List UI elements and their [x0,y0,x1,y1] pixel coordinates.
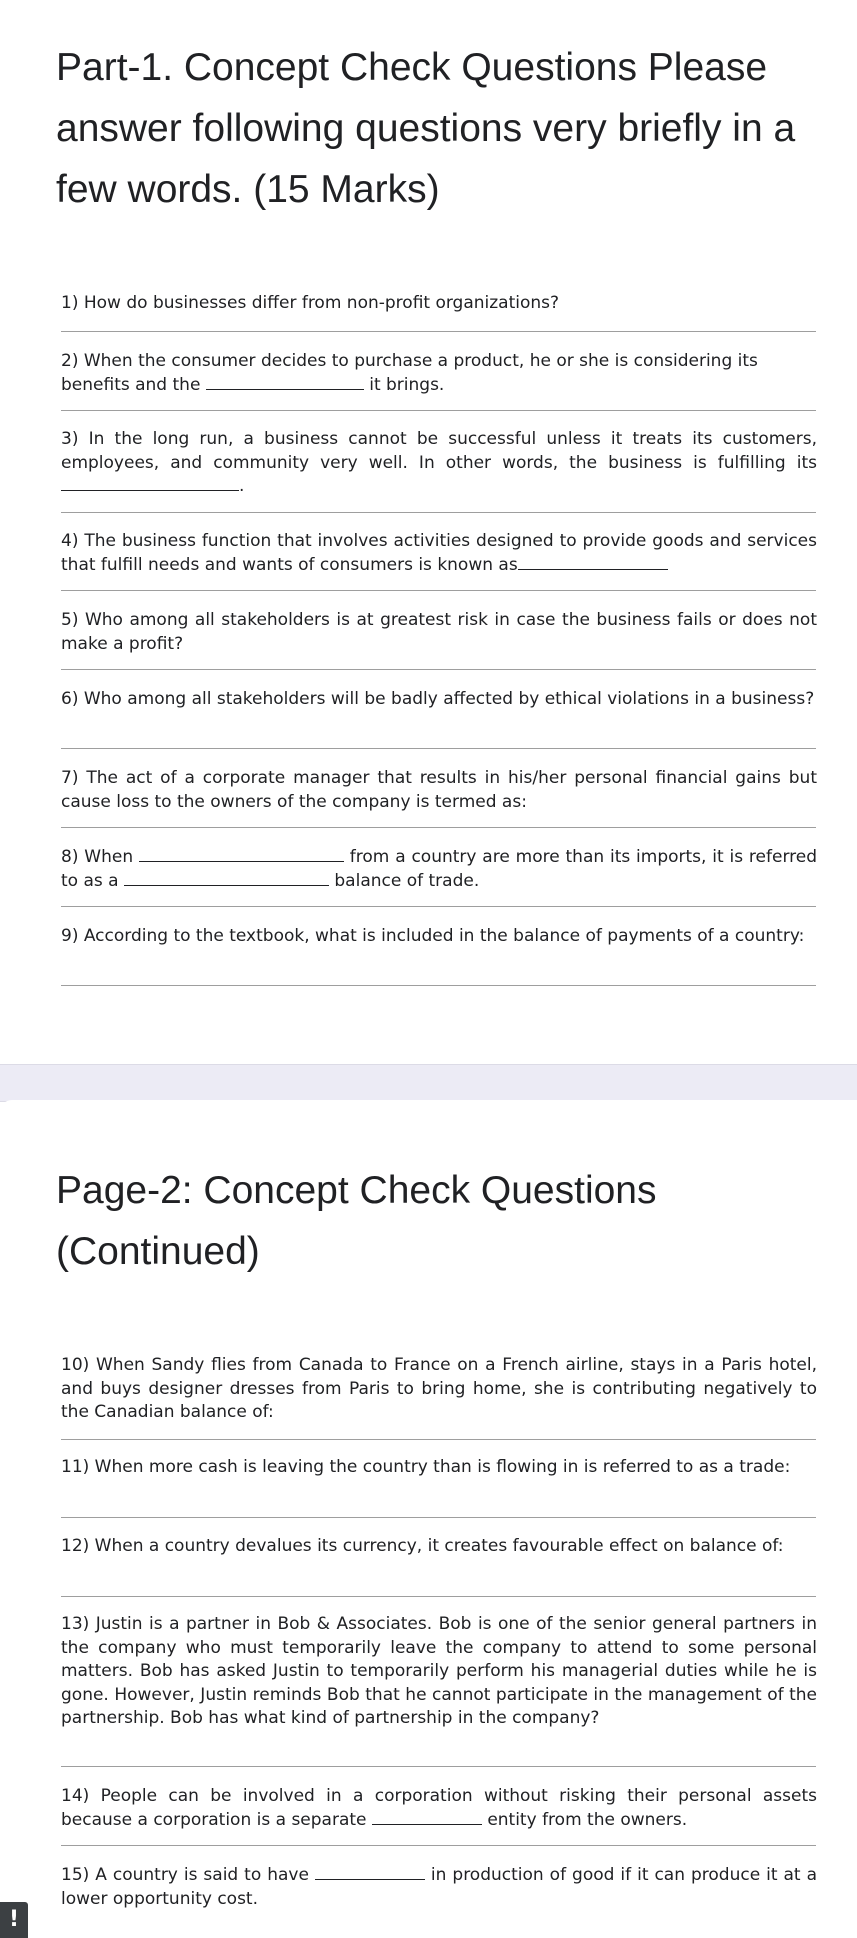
question-8-blank-1 [139,847,344,862]
question-15-text-b: in production of good if it can produce it at a lower opportunity cost. [61,1865,817,1909]
question-3-blank [61,476,239,491]
answer-line-10[interactable] [61,1439,816,1440]
question-8-text-b: from a country are more than its imports, it is referred to as a [61,847,818,891]
answer-line-2[interactable] [61,410,816,411]
question-2-blank [206,375,364,390]
question-11: 11) When more cash is leaving the country than is flowing in is referred to as a trade: [61,1457,791,1477]
feedback-badge[interactable]: ! [0,1902,28,1938]
answer-line-5[interactable] [61,669,816,670]
section-title-page-2: Page-2: Concept Check Questions (Continued) [56,1169,657,1273]
question-3 [61,428,817,499]
question-4-blank [518,555,668,570]
answer-line-9[interactable] [61,985,816,986]
question-2 [61,350,817,397]
question-14-text-a: 14) People can be involved in a corporation without risking their personal assets because a corporation is a separate [61,1786,817,1830]
question-2-text-a: 2) When the consumer decides to purchase a product, he or she is considering its benefits and the [61,351,758,395]
question-14 [61,1785,817,1832]
question-3-text-a: 3) In the long run, a business cannot be successful unless it treats its customers, employees, and community very well. In other words, the business is fulfilling its [61,429,817,473]
question-8-text-a: 8) When [61,847,134,867]
question-8-text-c: balance of trade. [334,870,480,891]
answer-line-3[interactable] [61,512,816,513]
question-6: 6) Who among all stakeholders will be badly affected by ethical violations in a business? [61,689,815,709]
section-title-part-1: Part-1. Concept Check Questions Please answer following questions very briefly in a few words. (15 Marks) [56,46,796,211]
question-13: 13) Justin is a partner in Bob & Associates. Bob is one of the senior general partners in the company who must temporarily leave the company to attend to some personal matters. Bob has asked Justin to temporarily perform his managerial duties while he is gone. However, Justin reminds Bob that he cannot participate in the management of the partnership. Bob has what kind of partnership in the company? [61,1614,817,1728]
answer-line-1[interactable] [61,331,816,332]
answer-line-4[interactable] [61,590,816,591]
question-4 [61,530,817,577]
section-separator [0,1064,857,1102]
question-10: 10) When Sandy flies from Canada to France on a French airline, stays in a Paris hotel, and buys designer dresses from Paris to bring home, she is contributing negatively to the Canadian balance of: [61,1355,817,1422]
answer-line-13[interactable] [61,1766,816,1767]
question-4-text-a: 4) The business function that involves activities designed to provide goods and services that fulfill needs and wants of consumers is known as [61,531,817,575]
answer-line-7[interactable] [61,827,816,828]
question-7: 7) The act of a corporate manager that results in his/her personal financial gains but cause loss to the owners of the company is termed as: [61,768,817,812]
question-14-blank [372,1810,482,1825]
question-14-text-b: entity from the owners. [487,1809,688,1830]
question-15-blank [315,1865,425,1880]
question-15 [61,1864,817,1911]
answer-line-6[interactable] [61,748,816,749]
question-5: 5) Who among all stakeholders is at greatest risk in case the business fails or does not make a profit? [61,610,817,654]
question-9: 9) According to the textbook, what is included in the balance of payments of a country: [61,926,805,946]
question-15-text-a: 15) A country is said to have [61,1865,309,1885]
question-8 [61,846,817,893]
answer-line-8[interactable] [61,906,816,907]
answer-line-14[interactable] [61,1845,816,1846]
question-1: 1) How do businesses differ from non-profit organizations? [61,293,560,313]
question-8-blank-2 [124,871,329,886]
question-2-text-b: it brings. [369,374,445,395]
answer-line-12[interactable] [61,1596,816,1597]
question-12: 12) When a country devalues its currency, it creates favourable effect on balance of: [61,1536,784,1556]
question-3-text-b: . [239,476,245,496]
answer-line-11[interactable] [61,1517,816,1518]
